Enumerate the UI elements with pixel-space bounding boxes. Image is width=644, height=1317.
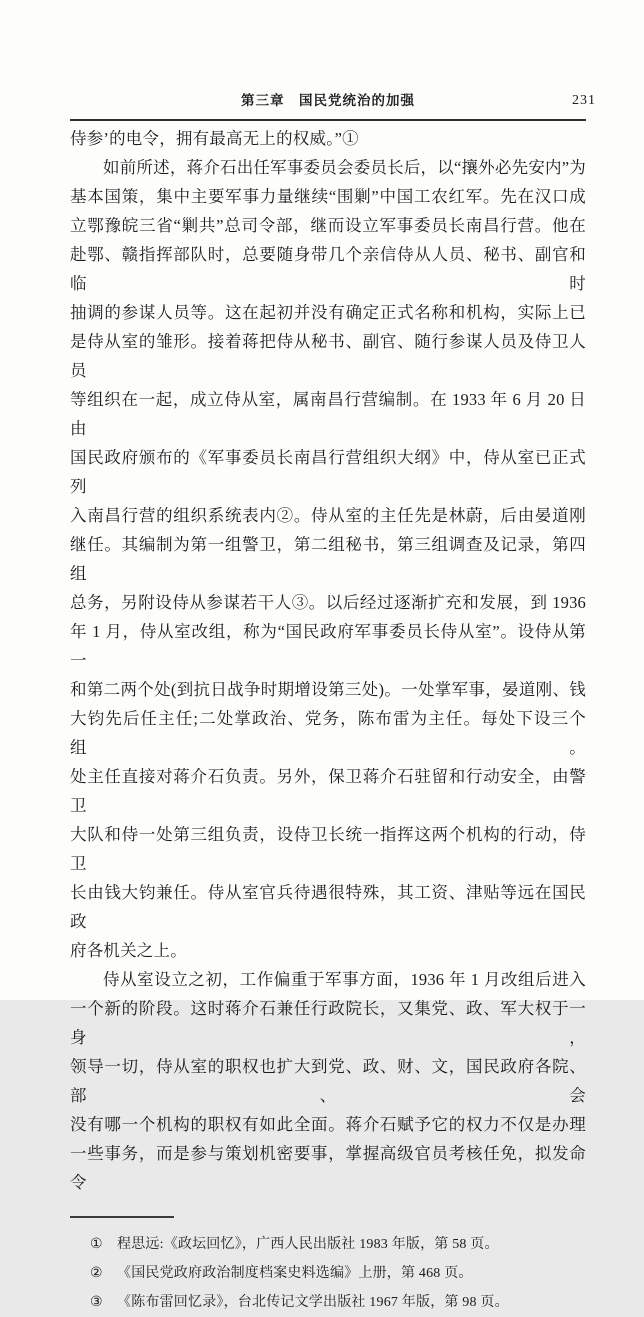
body-line: 基本国策，集中主要军事力量继续“围剿”中国工农红军。先在汉口成	[70, 187, 586, 206]
running-head	[70, 92, 596, 110]
body-line: 领导一切，侍从室的职权也扩大到党、政、财、文，国民政府各院、部、会	[70, 1057, 586, 1105]
body-line: 府各机关之上。	[70, 941, 187, 960]
body-line: 立鄂豫皖三省“剿共”总司令部，继而设立军事委员长南昌行营。他在	[70, 216, 586, 235]
body-line: 赴鄂、赣指挥部队时，总要随身带几个亲信侍从人员、秘书、副官和临时	[70, 245, 586, 293]
footnote-rule	[70, 1216, 174, 1218]
chapter-title: 第三章 国民党统治的加强	[241, 93, 415, 108]
header-rule	[70, 119, 586, 121]
body-line: 和第二两个处(到抗日战争时期增设第三处)。一处掌军事，晏道刚、钱	[70, 680, 586, 699]
body-line: 如前所述，蒋介石出任军事委员会委员长后，以“攘外必先安内”为	[103, 158, 586, 177]
body-line: 没有哪一个机构的职权有如此全面。蒋介石赋予它的权力不仅是办理	[70, 1115, 586, 1134]
body-line: 继任。其编制为第一组警卫，第二组秘书，第三组调查及记录，第四组	[70, 535, 586, 583]
footnotes	[90, 1230, 586, 1317]
body-line: 一个新的阶段。这时蒋介石兼任行政院长，又集党、政、军大权于一身，	[70, 999, 586, 1047]
body-text	[70, 124, 586, 1197]
footnote-marker: ②	[90, 1266, 103, 1281]
body-line: 处主任直接对蒋介石负责。另外，保卫蒋介石驻留和行动安全，由警卫	[70, 767, 586, 815]
body-line: 等组织在一起，成立侍从室，属南昌行营编制。在 1933 年 6 月 20 日由	[70, 390, 586, 438]
body-line: 侍参’的电令，拥有最高无上的权威。”①	[70, 129, 359, 148]
footnote-marker: ③	[90, 1295, 103, 1310]
body-line: 是侍从室的雏形。接着蒋把侍从秘书、副官、随行参谋人员及侍卫人员	[70, 332, 586, 380]
footnote	[90, 1230, 586, 1259]
body-line: 长由钱大钧兼任。侍从室官兵待遇很特殊，其工资、津贴等远在国民政	[70, 883, 586, 931]
footnote	[90, 1259, 586, 1288]
footnote-text: 《陈布雷回忆录》，台北传记文学出版社 1967 年版，第 98 页。	[117, 1295, 509, 1310]
footnote-text: 《国民党政府政治制度档案史料选编》上册，第 468 页。	[117, 1266, 473, 1281]
body-line: 总务，另附设侍从参谋若干人③。以后经过逐渐扩充和发展，到 1936	[70, 593, 586, 612]
footnote	[90, 1288, 586, 1317]
body-line: 抽调的参谋人员等。这在起初并没有确定正式名称和机构，实际上已	[70, 303, 586, 322]
footnote-marker: ①	[90, 1237, 103, 1252]
body-line: 国民政府颁布的《军事委员长南昌行营组织大纲》中，侍从室已正式列	[70, 448, 586, 496]
body-line: 大钧先后任主任;二处掌政治、党务，陈布雷为主任。每处下设三个组。	[70, 709, 586, 757]
text-block	[70, 92, 596, 1317]
page-number: 231	[572, 93, 596, 108]
body-line: 大队和侍一处第三组负责，设侍卫长统一指挥这两个机构的行动，侍卫	[70, 825, 586, 873]
footnote-text: 程思远:《政坛回忆》，广西人民出版社 1983 年版，第 58 页。	[117, 1237, 499, 1252]
body-line: 一些事务，而是参与策划机密要事，掌握高级官员考核任免，拟发命令	[70, 1144, 586, 1192]
body-line: 年 1 月，侍从室改组，称为“国民政府军事委员长侍从室”。设侍从第一	[70, 622, 586, 670]
body-line: 入南昌行营的组织系统表内②。侍从室的主任先是林蔚，后由晏道刚	[70, 506, 586, 525]
body-line: 侍从室设立之初，工作偏重于军事方面，1936 年 1 月改组后进入	[103, 970, 586, 989]
